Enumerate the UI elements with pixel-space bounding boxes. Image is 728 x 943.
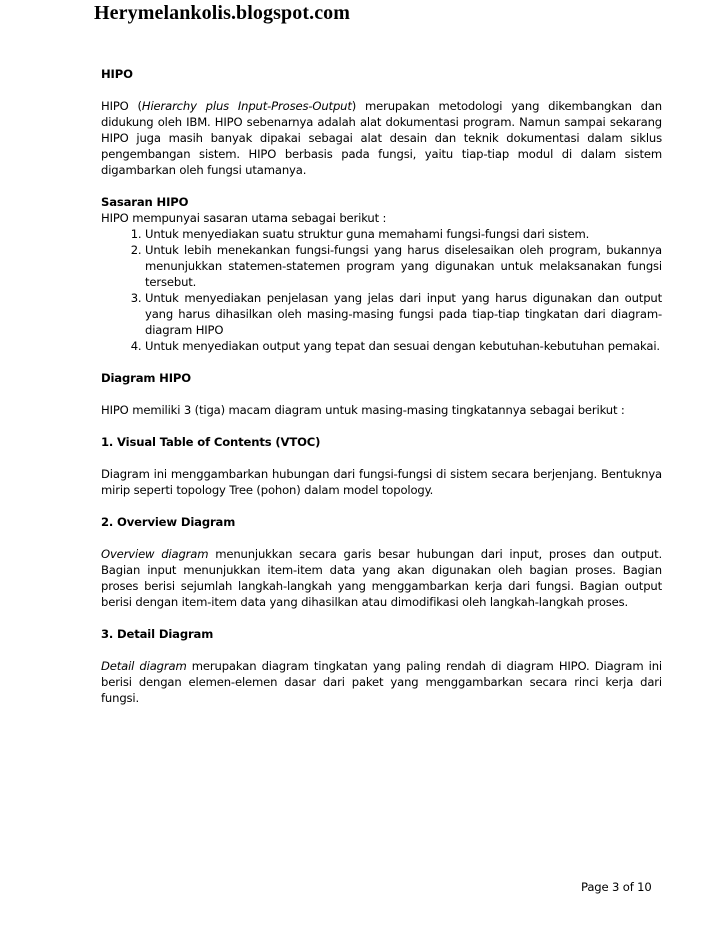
spacer: [101, 178, 662, 194]
detail-term: Detail diagram: [101, 659, 187, 673]
spacer: [101, 418, 662, 434]
site-title: Herymelankolis.blogspot.com: [94, 2, 351, 24]
spacer: [101, 498, 662, 514]
spacer: [101, 642, 662, 658]
overview-term: Overview diagram: [101, 547, 209, 561]
intro-prefix: HIPO (: [101, 99, 142, 113]
vtoc-paragraph: Diagram ini menggambarkan hubungan dari fungsi-fungsi di sistem secara berjenjang. Bentuknya mirip seperti topology Tree (pohon) dalam model topology.: [101, 467, 662, 497]
spacer: [101, 450, 662, 466]
page-number: Page 3 of 10: [581, 880, 652, 894]
list-item: 2. Untuk lebih menekankan fungsi-fungsi yang harus diselesaikan oleh program, bukannya menunjukkan statemen-statemen program yang digunakan untuk melaksanakan fungsi tersebut.: [145, 242, 662, 290]
diagram-heading: Diagram HIPO: [101, 371, 191, 385]
sasaran-heading: Sasaran HIPO: [101, 195, 189, 209]
detail-paragraph: [101, 658, 662, 706]
overview-paragraph: [101, 546, 662, 610]
intro-rest: ) merupakan metodologi yang dikembangkan dan didukung oleh IBM. HIPO sebenarnya adalah alat dokumentasi program. Namun sampai sekarang HIPO juga masih banyak dipakai sebagai alat desain dan teknik dokumentasi dalam siklus pengembangan sistem. HIPO berbasis pada fungsi, yaitu tiap-tiap modul di dalam sistem digambarkan oleh fungsi utamanya.: [101, 99, 662, 177]
list-item: 1. Untuk menyediakan suatu struktur guna memahami fungsi-fungsi dari sistem.: [145, 226, 662, 242]
list-item: 3. Untuk menyediakan penjelasan yang jelas dari input yang harus digunakan dan output yang harus dihasilkan oleh masing-masing fungsi pada tiap-tiap tingkatan dari diagram-diagram HIPO: [145, 290, 662, 338]
overview-heading: 2. Overview Diagram: [101, 515, 236, 529]
diagram-lead: HIPO memiliki 3 (tiga) macam diagram untuk masing-masing tingkatannya sebagai berikut :: [101, 403, 625, 417]
sasaran-list: [101, 226, 662, 354]
detail-text: merupakan diagram tingkatan yang paling rendah di diagram HIPO. Diagram ini berisi dengan elemen-elemen dasar dari paket yang menggambarkan secara rinci kerja dari fungsi.: [101, 659, 662, 705]
spacer: [101, 82, 662, 98]
sasaran-lead: HIPO mempunyai sasaran utama sebagai berikut :: [101, 211, 387, 225]
spacer: [101, 386, 662, 402]
detail-heading: 3. Detail Diagram: [101, 627, 214, 641]
footer-divider: [101, 902, 662, 903]
spacer: [101, 530, 662, 546]
hipo-intro-paragraph: [101, 98, 662, 178]
spacer: [101, 610, 662, 626]
document-body: [101, 66, 662, 706]
intro-term: Hierarchy plus Input-Proses-Output: [141, 99, 352, 113]
list-item: 4. Untuk menyediakan output yang tepat dan sesuai dengan kebutuhan-kebutuhan pemakai.: [145, 338, 662, 354]
hipo-heading: HIPO: [101, 67, 133, 81]
spacer: [101, 354, 662, 370]
vtoc-heading: 1. Visual Table of Contents (VTOC): [101, 435, 321, 449]
overview-text: menunjukkan secara garis besar hubungan dari input, proses dan output. Bagian input menunjukkan item-item data yang akan digunakan oleh bagian proses. Bagian proses berisi sejumlah langkah-langkah yang menggambarkan kerja dari fungsi. Bagian output berisi dengan item-item data yang dihasilkan atau dimodifikasi oleh langkah-langkah proses.: [101, 547, 663, 609]
